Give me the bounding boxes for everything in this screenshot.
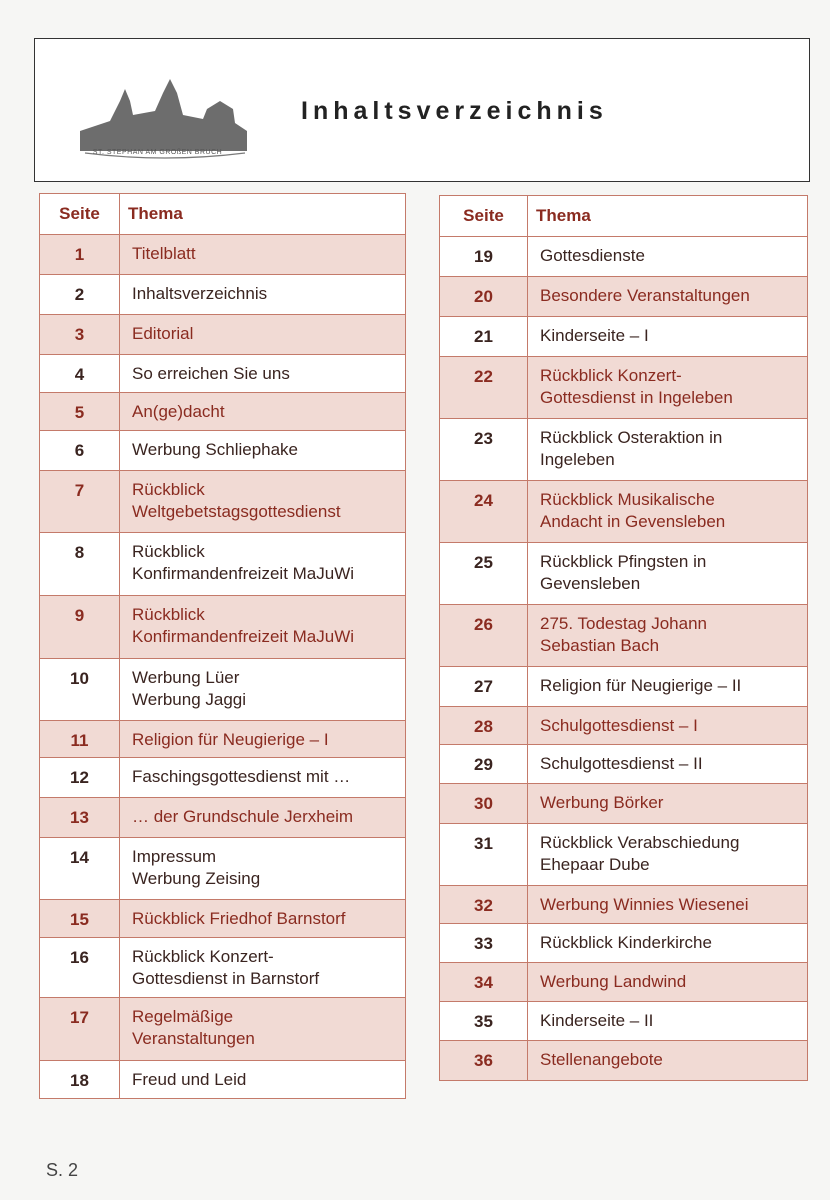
table-row	[440, 1002, 808, 1041]
topic-cell: Besondere Veranstaltungen	[528, 277, 808, 317]
topic-cell: 275. Todestag Johann Sebastian Bach	[528, 605, 808, 667]
table-row	[40, 471, 406, 533]
page-cell: 21	[440, 317, 528, 357]
table-row	[440, 543, 808, 605]
topic-cell: Kinderseite – II	[528, 1002, 808, 1041]
topic-cell: Werbung Schliephake	[120, 431, 406, 471]
table-row	[440, 745, 808, 784]
table-row	[440, 237, 808, 277]
page-cell: 27	[440, 667, 528, 707]
page-title: Inhaltsverzeichnis	[301, 97, 608, 125]
topic-cell: Rückblick Musikalische Andacht in Gevensleben	[528, 481, 808, 543]
page-cell: 5	[40, 393, 120, 431]
column-header-page: Seite	[40, 194, 120, 235]
page-cell: 1	[40, 235, 120, 275]
topic-cell: Rückblick Konzert- Gottesdienst in Ingeleben	[528, 357, 808, 419]
page-cell: 10	[40, 659, 120, 721]
page-cell: 26	[440, 605, 528, 667]
page-cell: 17	[40, 998, 120, 1061]
topic-cell: Werbung Börker	[528, 784, 808, 824]
page-cell: 4	[40, 355, 120, 393]
page-cell: 19	[440, 237, 528, 277]
page-cell: 8	[40, 533, 120, 596]
page-cell: 13	[40, 798, 120, 838]
page-cell: 30	[440, 784, 528, 824]
topic-cell: Rückblick Weltgebetstagsgottesdienst	[120, 471, 406, 533]
header-box	[34, 38, 810, 182]
table-row	[440, 784, 808, 824]
table-row	[40, 355, 406, 393]
page-cell: 34	[440, 963, 528, 1002]
topic-cell: Werbung Lüer Werbung Jaggi	[120, 659, 406, 721]
table-row	[440, 824, 808, 886]
table-row	[40, 533, 406, 596]
toc-table-left	[39, 193, 406, 1099]
page-cell: 12	[40, 758, 120, 798]
topic-cell: … der Grundschule Jerxheim	[120, 798, 406, 838]
table-row	[40, 235, 406, 275]
topic-cell: Impressum Werbung Zeising	[120, 838, 406, 900]
topic-cell: So erreichen Sie uns	[120, 355, 406, 393]
topic-cell: Rückblick Verabschiedung Ehepaar Dube	[528, 824, 808, 886]
table-row	[40, 275, 406, 315]
table-row	[440, 886, 808, 924]
topic-cell: Rückblick Konfirmandenfreizeit MaJuWi	[120, 596, 406, 659]
page-cell: 16	[40, 938, 120, 998]
page-cell: 15	[40, 900, 120, 938]
topic-cell: Stellenangebote	[528, 1041, 808, 1081]
topic-cell: Schulgottesdienst – I	[528, 707, 808, 745]
topic-cell: Editorial	[120, 315, 406, 355]
topic-cell: Freud und Leid	[120, 1061, 406, 1099]
topic-cell: Rückblick Kinderkirche	[528, 924, 808, 963]
table-row	[440, 667, 808, 707]
table-row	[40, 998, 406, 1061]
page-cell: 7	[40, 471, 120, 533]
page-cell: 22	[440, 357, 528, 419]
table-row	[40, 393, 406, 431]
topic-cell: Religion für Neugierige – II	[528, 667, 808, 707]
table-row	[440, 924, 808, 963]
column-header-topic: Thema	[120, 194, 406, 235]
topic-cell: Regelmäßige Veranstaltungen	[120, 998, 406, 1061]
logo-caption: ST. STEPHAN AM GROßEN BRUCH	[92, 149, 223, 156]
topic-cell: Rückblick Pfingsten in Gevensleben	[528, 543, 808, 605]
topic-cell: Rückblick Konzert- Gottesdienst in Barnstorf	[120, 938, 406, 998]
table-row	[40, 1061, 406, 1099]
topic-cell: Rückblick Osteraktion in Ingeleben	[528, 419, 808, 481]
table-row	[40, 431, 406, 471]
table-row	[40, 721, 406, 758]
table-row	[440, 605, 808, 667]
table-row	[40, 838, 406, 900]
topic-cell: Gottesdienste	[528, 237, 808, 277]
page-cell: 20	[440, 277, 528, 317]
page-cell: 28	[440, 707, 528, 745]
column-header-topic: Thema	[528, 196, 808, 237]
table-row	[440, 481, 808, 543]
page-number: S. 2	[46, 1160, 79, 1180]
table-row	[440, 317, 808, 357]
page-cell: 31	[440, 824, 528, 886]
table-row	[440, 1041, 808, 1081]
table-row	[40, 900, 406, 938]
table-row	[40, 315, 406, 355]
table-row	[440, 357, 808, 419]
table-row	[40, 659, 406, 721]
page-cell: 24	[440, 481, 528, 543]
page-cell: 32	[440, 886, 528, 924]
topic-cell: Rückblick Konfirmandenfreizeit MaJuWi	[120, 533, 406, 596]
page-cell: 14	[40, 838, 120, 900]
topic-cell: Religion für Neugierige – I	[120, 721, 406, 758]
table-row	[440, 277, 808, 317]
page-cell: 9	[40, 596, 120, 659]
page-cell: 35	[440, 1002, 528, 1041]
table-row	[40, 938, 406, 998]
topic-cell: Faschingsgottesdienst mit …	[120, 758, 406, 798]
toc-table-right	[439, 195, 808, 1081]
table-row	[440, 419, 808, 481]
page-cell: 3	[40, 315, 120, 355]
topic-cell: Werbung Winnies Wiesenei	[528, 886, 808, 924]
page-cell: 25	[440, 543, 528, 605]
page-cell: 33	[440, 924, 528, 963]
table-row	[40, 758, 406, 798]
page-cell: 18	[40, 1061, 120, 1099]
page-cell: 6	[40, 431, 120, 471]
column-header-page: Seite	[440, 196, 528, 237]
topic-cell: Schulgottesdienst – II	[528, 745, 808, 784]
page-cell: 29	[440, 745, 528, 784]
church-logo-icon	[75, 71, 255, 161]
topic-cell: Rückblick Friedhof Barnstorf	[120, 900, 406, 938]
table-row	[40, 596, 406, 659]
page-cell: 2	[40, 275, 120, 315]
topic-cell: Kinderseite – I	[528, 317, 808, 357]
page-cell: 23	[440, 419, 528, 481]
topic-cell: An(ge)dacht	[120, 393, 406, 431]
topic-cell: Werbung Landwind	[528, 963, 808, 1002]
table-row	[40, 798, 406, 838]
topic-cell: Inhaltsverzeichnis	[120, 275, 406, 315]
table-row	[440, 707, 808, 745]
page-cell: 11	[40, 721, 120, 758]
topic-cell: Titelblatt	[120, 235, 406, 275]
table-row	[440, 963, 808, 1002]
page-cell: 36	[440, 1041, 528, 1081]
